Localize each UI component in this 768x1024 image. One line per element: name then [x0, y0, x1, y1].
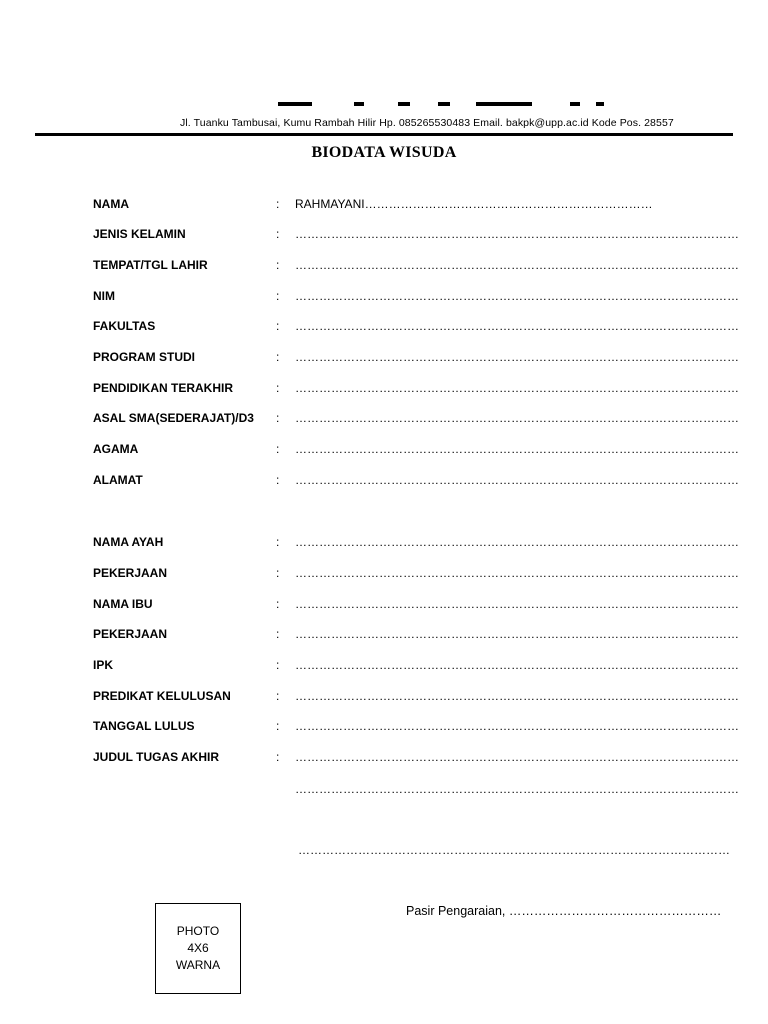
field-value[interactable]: ………………………………………………………………………………………………… [295, 473, 739, 487]
field-colon: : [276, 535, 280, 549]
field-value[interactable]: ………………………………………………………………………………………………… [295, 535, 739, 549]
field-value[interactable]: ………………………………………………………………………………………………… [295, 227, 739, 241]
field-label: FAKULTAS [93, 319, 156, 333]
field-label: PROGRAM STUDI [93, 350, 195, 364]
field-colon: : [276, 319, 280, 333]
field-colon: : [276, 289, 280, 303]
place-date-line[interactable]: Pasir Pengaraian, …………………………………………… [406, 904, 722, 918]
field-label: NAMA [93, 197, 129, 211]
field-value[interactable]: ………………………………………………………………………………………………… [295, 750, 739, 764]
field-value[interactable]: ………………………………………………………………………………………………… [295, 350, 739, 364]
photo-size: 4X6 [187, 941, 209, 955]
letterhead-logo-fragments [270, 92, 620, 106]
judul-continuation-line[interactable]: ………………………………………………………………………………………………… [295, 782, 739, 796]
field-label: JENIS KELAMIN [93, 227, 186, 241]
judul-continuation-line[interactable]: ……………………………………………………………………………………………… [298, 843, 730, 857]
field-value[interactable]: ………………………………………………………………………………………………… [295, 442, 739, 456]
field-label: IPK [93, 658, 114, 672]
photo-color: WARNA [175, 958, 221, 972]
field-value[interactable]: ………………………………………………………………………………………………… [295, 411, 739, 425]
field-colon: : [276, 350, 280, 364]
document-title: BIODATA WISUDA [311, 144, 457, 161]
field-label: NAMA IBU [93, 597, 153, 611]
field-colon: : [276, 689, 280, 703]
field-colon: : [276, 597, 280, 611]
photo-placeholder [155, 903, 241, 994]
field-colon: : [276, 381, 280, 395]
letterhead-divider [35, 133, 733, 136]
field-colon: : [276, 473, 280, 487]
field-colon: : [276, 227, 280, 241]
field-label: PREDIKAT KELULUSAN [93, 689, 231, 703]
field-label: TEMPAT/TGL LAHIR [93, 258, 208, 272]
field-label: JUDUL TUGAS AKHIR [93, 750, 220, 764]
field-value[interactable]: ………………………………………………………………………………………………… [295, 658, 739, 672]
field-label: PEKERJAAN [93, 627, 168, 641]
field-label: PENDIDIKAN TERAKHIR [93, 381, 234, 395]
field-colon: : [276, 442, 280, 456]
field-label: TANGGAL LULUS [93, 719, 195, 733]
field-value[interactable]: ………………………………………………………………………………………………… [295, 689, 739, 703]
field-label: AGAMA [93, 442, 139, 456]
field-colon: : [276, 658, 280, 672]
field-colon: : [276, 566, 280, 580]
field-colon: : [276, 627, 280, 641]
field-value[interactable]: ………………………………………………………………………………………………… [295, 627, 739, 641]
photo-label: PHOTO [176, 924, 220, 938]
field-colon: : [276, 750, 280, 764]
field-label: NIM [93, 289, 115, 303]
letterhead-address: Jl. Tuanku Tambusai, Kumu Rambah Hilir Hp. 085265530483 Email. bakpk@upp.ac.id Kode Pos. 28557 [180, 117, 674, 129]
field-value[interactable]: ………………………………………………………………………………………………… [295, 719, 739, 733]
field-label: ASAL SMA(SEDERAJAT)/D3 [93, 411, 254, 425]
field-value[interactable]: ………………………………………………………………………………………………… [295, 566, 739, 580]
field-label: PEKERJAAN [93, 566, 168, 580]
field-value[interactable]: ………………………………………………………………………………………………… [295, 597, 739, 611]
field-colon: : [276, 719, 280, 733]
field-colon: : [276, 411, 280, 425]
field-colon: : [276, 197, 280, 211]
field-label: ALAMAT [93, 473, 143, 487]
field-value[interactable]: ………………………………………………………………………………………………… [295, 381, 739, 395]
field-value[interactable]: ………………………………………………………………………………………………… [295, 289, 739, 303]
field-colon: : [276, 258, 280, 272]
field-value[interactable]: RAHMAYANI……………………………………………………………… [295, 197, 653, 211]
field-value[interactable]: ………………………………………………………………………………………………… [295, 258, 739, 272]
field-label: NAMA AYAH [93, 535, 164, 549]
field-value[interactable]: ………………………………………………………………………………………………… [295, 319, 739, 333]
